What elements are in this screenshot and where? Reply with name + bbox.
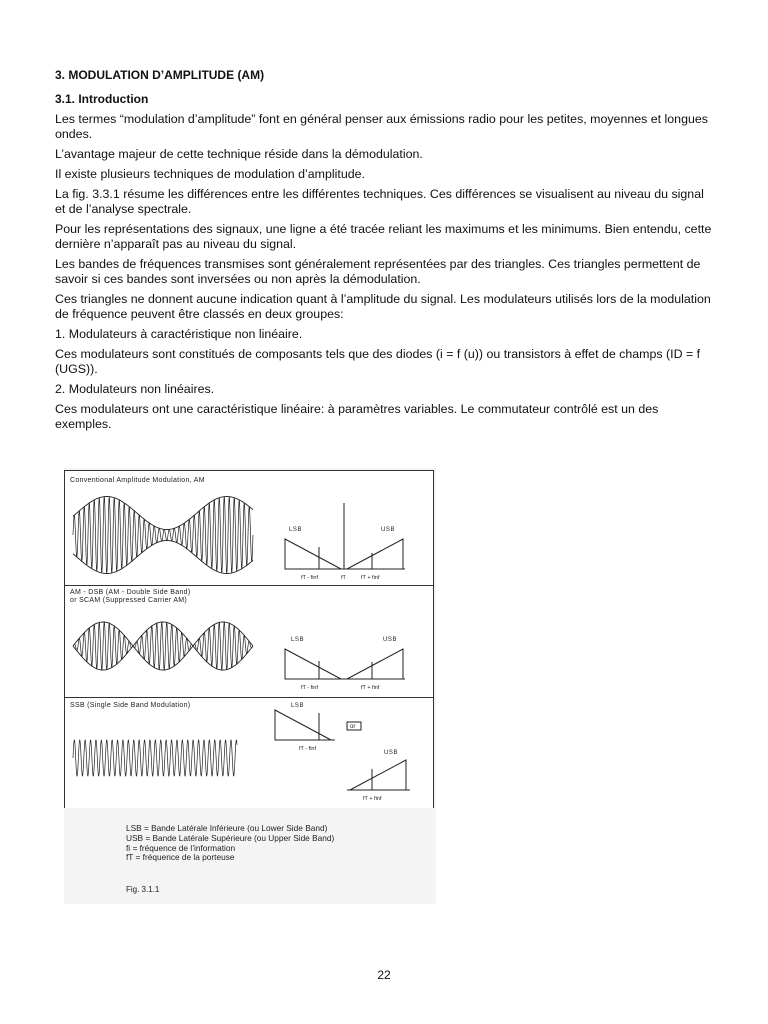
paragraph-9: Ces modulateurs sont constitués de composants tels que des diodes (i = f (u)) ou transistors à effet de champs (ID = f (UGS)). [55, 347, 701, 376]
section-heading: 3. MODULATION D’AMPLITUDE (AM) [55, 68, 265, 82]
document-body [55, 68, 715, 437]
figure-panel-dsb [64, 585, 434, 698]
panel-dsb-title-line-2: or SCAM (Suppressed Carrier AM) [70, 597, 188, 604]
panel-ssb-drawing [65, 698, 433, 808]
paragraph-10: 2. Modulateurs non linéaires. [55, 382, 215, 396]
ssb-waveform [73, 740, 237, 776]
panel-ssb-title: SSB (Single Side Band Modulation) [70, 702, 191, 709]
paragraph-11: Ces modulateurs ont une caractéristique linéaire: à paramètres variables. Le commutateur contrôlé est un des exemples. [55, 402, 659, 431]
page-number: 22 [377, 968, 391, 982]
panel-dsb-lsb-label: LSB [291, 637, 305, 643]
legend-item-ft: fT = fréquence de la porteuse [126, 852, 235, 863]
figure-panel-am [64, 470, 434, 586]
dsb-waveform [73, 622, 253, 670]
panel-am-lsb-label: LSB [289, 527, 303, 533]
panel-ssb-lsb-label: LSB [291, 703, 305, 709]
paragraph-2: L’avantage majeur de cette technique réside dans la démodulation. [55, 147, 423, 161]
panel-am-drawing [65, 471, 433, 585]
panel-dsb-label-right: fT + finf [361, 685, 380, 691]
panel-dsb-label-left: fT - finf [301, 685, 319, 691]
am-spectrum [285, 503, 405, 569]
am-waveform [73, 497, 253, 574]
figure-legend [126, 824, 334, 863]
legend-item-usb: USB = Bande Latérale Supérieure (ou Upper Side Band) [126, 832, 335, 843]
panel-dsb-drawing [65, 586, 433, 697]
panel-ssb-usb-label: USB [384, 750, 399, 756]
figure-am-techniques [64, 468, 436, 904]
panel-am-label-left: fT - finf [301, 575, 319, 581]
figure-caption: Fig. 3.1.1 [126, 885, 160, 894]
subsection-heading: 3.1. Introduction [55, 92, 149, 106]
panel-am-usb-label: USB [381, 527, 396, 533]
paragraph-4: La fig. 3.3.1 résume les différences entre les différentes techniques. Ces différences se visualisent au niveau du signal et de l’analyse spectrale. [55, 187, 704, 216]
paragraph-5: Pour les représentations des signaux, une ligne a été tracée reliant les maximums et les minimums. Bien entendu, cette dernière n’apparaît pas au niveau du signal. [55, 222, 712, 251]
paragraph-1: Les termes “modulation d’amplitude” font en général penser aux émissions radio pour les petites, moyennes et longues ondes. [55, 112, 708, 141]
panel-am-label-right: fT + finf [361, 575, 380, 581]
panel-ssb-or-label: or [350, 724, 356, 730]
figure-panel-ssb [64, 697, 434, 808]
panel-ssb-label-right: fT + finf [363, 796, 382, 802]
legend-item-fi: fi = fréquence de l’information [126, 842, 236, 853]
paragraph-6: Les bandes de fréquences transmises sont généralement représentées par des triangles. Ces triangles permettent de savoir si ces bandes sont inversées ou non après la démodulation. [55, 257, 701, 286]
paragraph-7: Ces triangles ne donnent aucune indication quant à l’amplitude du signal. Les modulateurs utilisés lors de la modulation de fréquence peuvent être classés en deux groupes: [55, 292, 711, 321]
panel-am-title: Conventional Amplitude Modulation, AM [70, 477, 205, 484]
legend-item-lsb: LSB = Bande Latérale Inférieure (ou Lower Side Band) [126, 823, 328, 833]
dsb-spectrum [285, 649, 405, 679]
panel-am-label-center: fT [341, 575, 346, 581]
paragraph-8: 1. Modulateurs à caractéristique non linéaire. [55, 327, 303, 341]
panel-dsb-title-line-1: AM - DSB (AM - Double Side Band) [70, 589, 191, 596]
panel-dsb-usb-label: USB [383, 637, 398, 643]
paragraph-3: Il existe plusieurs techniques de modulation d’amplitude. [55, 167, 365, 181]
panel-ssb-label-left: fT - finf [299, 746, 317, 752]
